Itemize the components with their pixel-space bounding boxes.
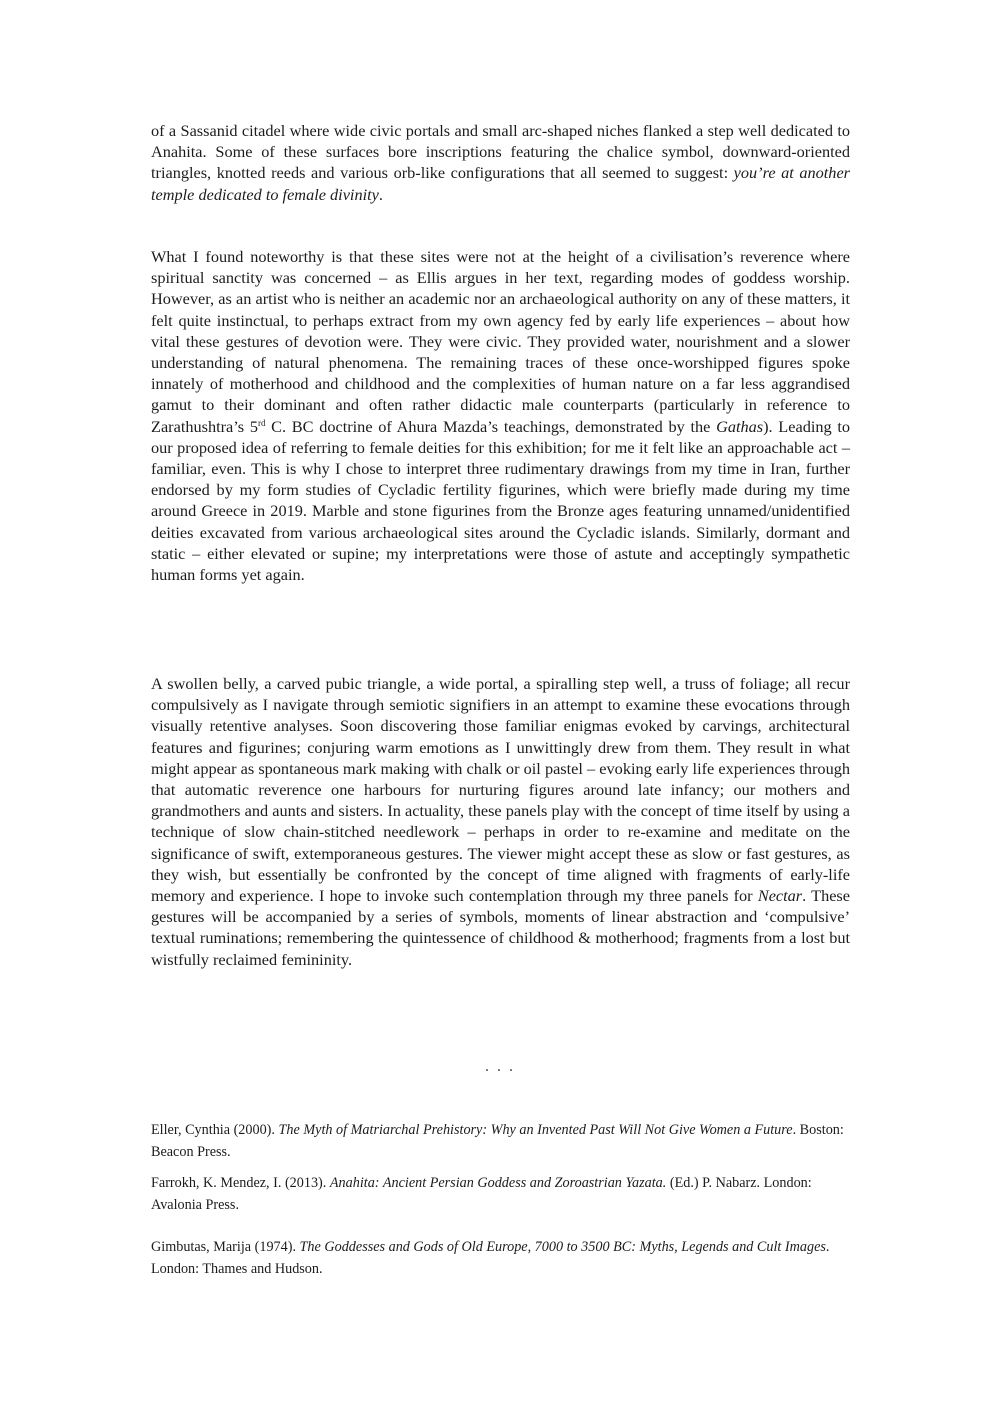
reference-title: The Goddesses and Gods of Old Europe, 7000 to 3500 BC: Myths, Legends and Cult Images: [299, 1239, 826, 1255]
reference-title: The Myth of Matriarchal Prehistory: Why an Invented Past Will Not Give Women a Future: [278, 1122, 793, 1138]
reference-publisher: . Boston: Beacon Press.: [151, 1122, 844, 1160]
reference-entry: [151, 1236, 850, 1280]
paragraph-text: A swollen belly, a carved pubic triangle, a wide portal, a spiralling step well, a truss of foliage; all recur compulsively as I navigate through semiotic signifiers in an attempt to examine these evocations through visually retentive analyses. Soon discovering those familiar enigmas evoked by carvings, architectural features and figurines; conjuring warm emotions as I unwittingly drew from them. They result in what might appear as spontaneous mark making with chalk or oil pastel – evoking early life experiences through that automatic reverence one harbours for nurturing figures around late infancy; our mothers and grandmothers and aunts and sisters. In actuality, these panels play with the concept of time itself by using a technique of slow chain-stitched needlework – perhaps in order to re-examine and meditate on the significance of swift, extemporaneous gestures. The viewer might accept these as slow or fast gestures, as they wish, but essentially be confronted by the concept of time aligned with fragments of early-life memory and experience. I hope to invoke such contemplation through my three panels for: [151, 674, 850, 906]
italic-title: Gathas: [716, 416, 764, 436]
paragraph-text: .: [378, 184, 383, 204]
reference-author: Gimbutas, Marija (1974).: [151, 1239, 300, 1255]
paragraph-text: of a Sassanid citadel where wide civic portals and small arc-shaped niches flanked a step well dedicated to Anahita. Some of these surfaces bore inscriptions featuring the chalice symbol, downward-oriented triangles, knotted reeds and various orb-like configurations that all seemed to suggest:: [151, 121, 850, 183]
paragraph-text: C. BC doctrine of Ahura Mazda’s teachings, demonstrated by the: [265, 416, 717, 436]
reference-publisher: . London: Thames and Hudson.: [151, 1239, 830, 1277]
section-separator: . . .: [485, 1058, 515, 1075]
ordinal-superscript: rd: [257, 417, 266, 428]
reference-entry: [151, 1119, 850, 1163]
reference-author: Eller, Cynthia (2000).: [151, 1122, 279, 1138]
reference-title: Anahita: Ancient Persian Goddess and Zoroastrian Yazata.: [329, 1175, 667, 1191]
paragraph-text: . These gestures will be accompanied by a series of symbols, moments of linear abstraction and ‘compulsive’ textual ruminations; remembering the quintessence of childhood & motherhood; fragments from a lost but wistfully reclaimed femininity.: [151, 886, 850, 969]
reference-entry: [151, 1172, 850, 1216]
paragraph-text: ). Leading to our proposed idea of referring to female deities for this exhibition; for me it felt like an approachable act – familiar, even. This is why I chose to interpret three rudimentary drawings from my time in Iran, further endorsed by my form studies of Cycladic fertility figurines, which were briefly made during my time around Greece in 2019. Marble and stone figurines from the Bronze ages featuring unnamed/unidentified deities excavated from various archaeological sites around the Cycladic islands. Similarly, dormant and static – either elevated or supine; my interpretations were those of astute and acceptingly sympathetic human forms yet again.: [151, 416, 850, 585]
reference-author: Farrokh, K. Mendez, I. (2013).: [151, 1175, 330, 1191]
reference-publisher: (Ed.) P. Nabarz. London: Avalonia Press.: [151, 1175, 812, 1213]
italic-phrase: you’re at another temple dedicated to female divinity: [151, 163, 851, 204]
paragraph-text: What I found noteworthy is that these sites were not at the height of a civilisation’s reverence where spiritual sanctity was concerned – as Ellis argues in her text, regarding modes of goddess worship. However, as an artist who is neither an academic nor an archaeological authority on any of these matters, it felt quite instinctual, to perhaps extract from my own agency fed by early life experiences – about how vital these gestures of devotion were. They were civic. They provided water, nourishment and a slower understanding of natural phenomena. The remaining traces of these once-worshipped figures spoke innately of motherhood and childhood and the complexities of human nature on a far less aggrandised gamut to their dominant and often rather didactic male counterparts (particularly in reference to Zarathushtra’s 5: [151, 247, 850, 436]
body-paragraph-2: [151, 246, 850, 585]
italic-title: Nectar: [757, 886, 803, 906]
body-paragraph-1: [151, 120, 850, 205]
body-paragraph-3: [151, 673, 850, 970]
